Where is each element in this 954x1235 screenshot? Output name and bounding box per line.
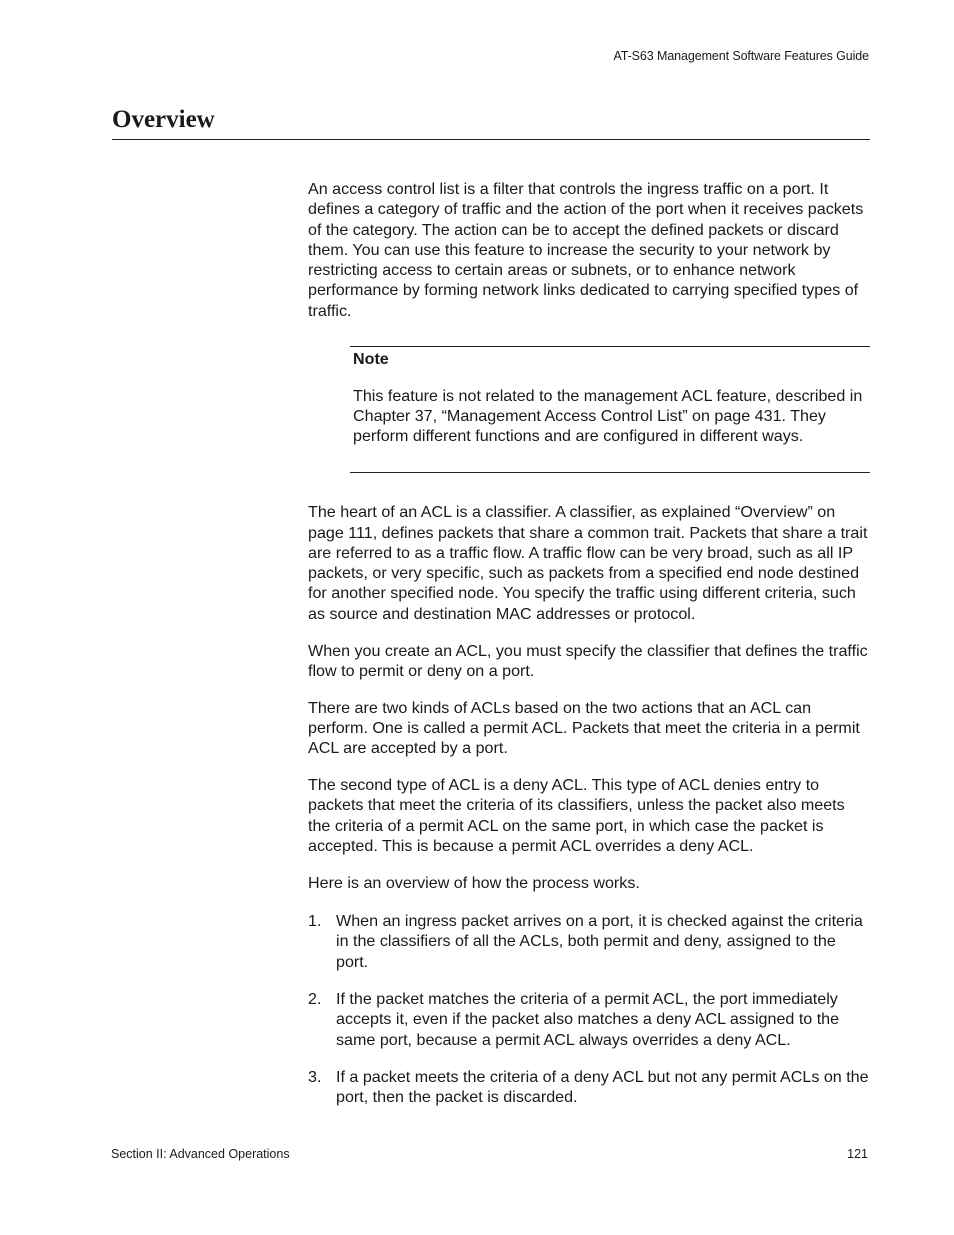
paragraph-classifier: The heart of an ACL is a classifier. A classifier, as explained “Overview” on page 111, defines packets that share a common trait. Packets that share a trait are referred to as a traffic flow. A traffic flow can be very broad, such as all IP packets, or very specific, such as packets from a specified end node destined for another specified node. You specify the traffic using different criteria, such as source and destination MAC addresses or protocol. [308,503,868,623]
step-text: If the packet matches the criteria of a permit ACL, the port immediately accepts it, even if the packet also matches a deny ACL assigned to the same port, because a permit ACL always overrides a deny ACL. [336,989,840,1049]
paragraph-create-acl: When you create an ACL, you must specify the classifier that defines the traffic flow to permit or deny on a port. [308,641,868,680]
step-text: When an ingress packet arrives on a port, it is checked against the criteria in the classifiers of all the ACLs, both permit and deny, assigned to the port. [336,912,863,971]
step-number: 2. [308,989,322,1008]
step-text: If a packet meets the criteria of a deny ACL but not any permit ACLs on the port, then the packet is discarded. [336,1067,869,1107]
page-title: Overview [112,106,215,133]
running-header: AT-S63 Management Software Features Guide [613,49,869,63]
paragraph-intro: An access control list is a filter that controls the ingress traffic on a port. It defines a category of traffic and the action of the port when it receives packets of the category. The action can be to accept the defined packets or discard them. You can use this feature to increase the security to your network by restricting access to certain areas or subnets, or to enhance network performance by forming network links dedicated to carrying specified types of traffic. [308,180,864,320]
note-text: This feature is not related to the management ACL feature, described in Chapter 37, “Management Access Control List” on page 431. They perform different functions and are configured in different ways. [353,386,863,446]
paragraph-deny-acl: The second type of ACL is a deny ACL. This type of ACL denies entry to packets that meet the criteria of its classifiers, unless the packet also meets the criteria of a permit ACL on the same port, in which case the packet is accepted. This is because a permit ACL overrides a deny ACL. [308,776,845,855]
title-rule [112,139,870,140]
note-box [350,346,870,473]
note-title: Note [353,350,389,369]
paragraph-acl-kinds: There are two kinds of ACLs based on the two actions that an ACL can perform. One is called a permit ACL. Packets that meet the criteria in a permit ACL are accepted by a port. [308,698,860,758]
footer-section: Section II: Advanced Operations [111,1147,290,1161]
list-item [308,989,870,1050]
list-item [308,1067,870,1108]
step-number: 1. [308,912,322,931]
list-item [308,911,870,972]
step-number: 3. [308,1067,322,1086]
footer-page-number: 121 [847,1147,868,1161]
process-steps-list [308,911,870,1107]
paragraph-process-intro: Here is an overview of how the process works. [308,873,640,892]
body-column [308,179,870,1124]
